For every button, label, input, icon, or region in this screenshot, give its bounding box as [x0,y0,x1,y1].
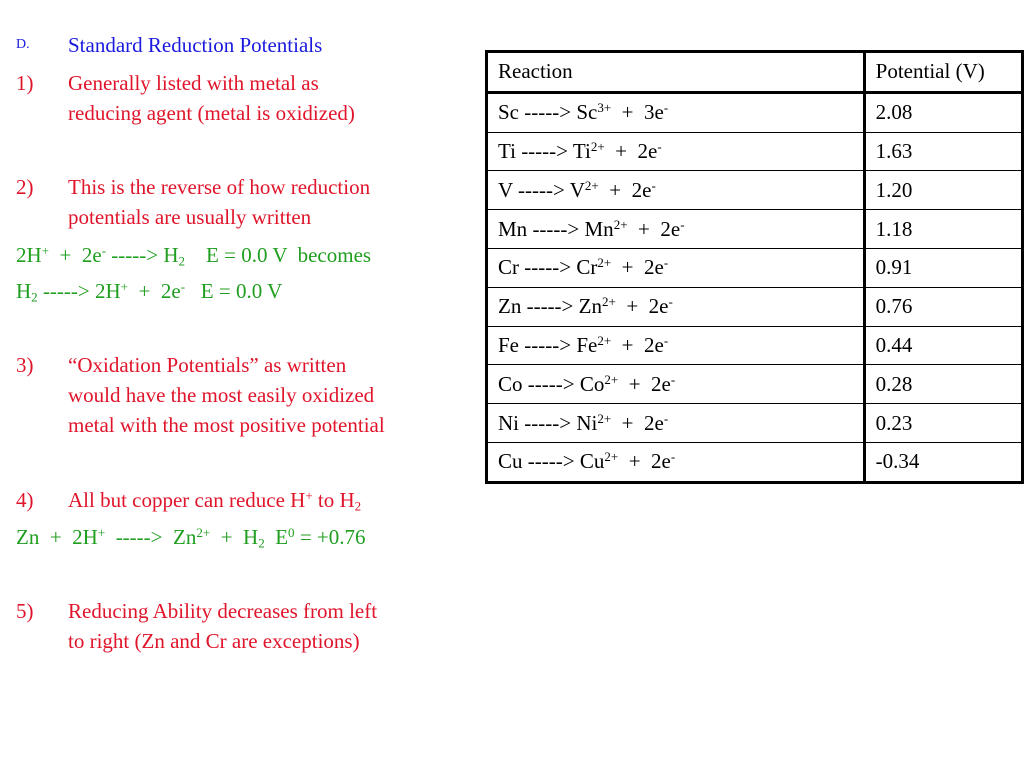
reaction-ion: Mn [584,216,614,241]
reaction-arrow: -----> [521,294,579,319]
eq1-part-a: 2H [16,243,42,267]
reaction-charge: 2+ [601,294,616,310]
section-title: Standard Reduction Potentials [68,33,323,57]
table-row [487,210,1023,249]
potential-cell: 1.63 [864,132,1022,171]
reaction-metal: Mn [498,216,528,241]
eq3-part-c: + H [210,525,259,549]
eq2-part-b: -----> 2H [37,279,121,303]
table-row [487,171,1023,210]
header-potential: Potential (V) [864,52,1022,93]
reaction-ion: Sc [576,100,598,125]
reaction-ion: Ti [572,138,591,163]
reaction-ion: Ni [576,410,598,435]
reaction-metal: Co [498,371,523,396]
section-marker: D. [16,37,30,52]
reaction-metal: Sc [498,100,519,125]
reaction-ion: Cu [579,449,605,474]
table-row [487,248,1023,287]
table-row [487,92,1023,132]
reaction-charge: 2+ [584,177,599,193]
eq1-sup-a: + [41,242,50,258]
reaction-cell [487,365,865,404]
eq2-part-a: H [16,279,32,303]
reaction-metal: Fe [498,332,519,357]
reaction-cell [487,248,865,287]
table-header-row [487,52,1023,93]
eq1-sub-c: 2 [178,253,186,269]
eq1-sup-b: - [101,242,107,258]
eq1-part-c: -----> H [106,243,179,267]
eq2-sup-c: - [180,278,186,294]
point-1-line-2: reducing agent (metal is oxidized) [68,101,355,125]
reaction-electrons: + 2e [618,449,671,474]
potential-cell: -0.34 [864,442,1022,482]
point-4-sup: + [305,487,313,503]
reaction-electrons: + 2e [598,177,652,202]
eq1-part-d: E = 0.0 V becomes [185,243,372,267]
reaction-charge: 2+ [597,255,612,271]
reaction-arrow: -----> [515,138,573,163]
reaction-cell [487,287,865,326]
reaction-arrow: -----> [512,177,570,202]
reaction-electrons: + 2e [627,216,681,241]
reaction-arrow: -----> [519,410,577,435]
table-body [487,52,1023,483]
reaction-electron-sign: - [663,255,669,271]
reaction-electrons: + 2e [611,332,664,357]
reaction-electron-sign: - [663,100,669,116]
equation-2 [16,276,282,306]
reaction-metal: Ti [498,138,516,163]
eq3-sub-c: 2 [258,535,265,551]
reaction-electron-sign: - [680,216,685,232]
reaction-charge: 2+ [597,410,612,426]
table-row [487,404,1023,443]
reaction-electron-sign: - [657,138,662,154]
reaction-electron-sign: - [668,294,673,310]
table-row [487,442,1023,482]
reaction-electron-sign: - [663,410,669,426]
reaction-cell [487,171,865,210]
reduction-potential-table [485,50,1024,484]
reaction-charge: 2+ [604,449,619,465]
table-row [487,287,1023,326]
point-4-text-b: to H [312,488,355,512]
eq3-part-a: Zn + 2H [16,525,98,549]
point-4-sub: 2 [354,498,362,514]
reaction-ion: Fe [576,332,598,357]
potential-cell: 1.18 [864,210,1022,249]
equation-1 [16,240,371,270]
eq3-sup-b: 2+ [196,524,211,540]
point-4-text-a: All but copper can reduce H [68,488,306,512]
reaction-arrow: -----> [519,255,577,280]
reaction-cell [487,92,865,132]
reaction-cell [487,210,865,249]
reaction-electrons: + 2e [611,255,664,280]
reaction-electron-sign: - [651,177,656,193]
reaction-charge: 2+ [604,371,619,387]
point-3-number: 3) [16,353,34,377]
potential-cell: 0.28 [864,365,1022,404]
point-5-number: 5) [16,599,34,623]
point-1-number: 1) [16,71,34,95]
reaction-arrow: -----> [519,332,577,357]
point-5-line-2: to right (Zn and Cr are exceptions) [68,629,360,653]
reaction-arrow: -----> [522,371,580,396]
potential-cell: 0.44 [864,326,1022,365]
point-4-number: 4) [16,488,34,512]
eq3-part-e: = +0.76 [294,525,366,549]
point-5-line-1: Reducing Ability decreases from left [68,599,378,623]
reaction-cell [487,132,865,171]
eq1-part-b: + 2e [49,243,102,267]
eq2-part-c: + 2e [128,279,181,303]
header-reaction: Reaction [487,52,865,93]
eq3-sup-d: 0 [288,524,295,540]
reaction-charge: 2+ [597,332,612,348]
reaction-metal: V [498,177,513,202]
point-2-line-2: potentials are usually written [68,205,312,229]
equation-3 [16,522,366,552]
reaction-ion: Zn [578,294,602,319]
reaction-electrons: + 2e [615,294,669,319]
reaction-electron-sign: - [663,332,669,348]
reaction-electron-sign: - [670,371,676,387]
reaction-metal: Ni [498,410,519,435]
point-1-line-1: Generally listed with metal as [68,71,319,95]
reaction-ion: V [569,177,585,202]
reaction-arrow: -----> [519,100,577,125]
reaction-electrons: + 2e [618,371,671,396]
reaction-charge: 2+ [590,138,605,154]
eq2-part-d: E = 0.0 V [185,279,283,303]
point-4-text [68,485,361,515]
table-row [487,132,1023,171]
eq3-part-d: E [264,525,289,549]
potential-cell: 0.76 [864,287,1022,326]
reaction-metal: Cr [498,255,519,280]
point-3-line-2: would have the most easily oxidized [68,383,375,407]
reaction-electrons: + 2e [604,138,658,163]
eq3-part-b: -----> Zn [105,525,197,549]
reaction-charge: 2+ [613,216,628,232]
point-2-line-1: This is the reverse of how reduction [68,175,371,199]
eq2-sup-b: + [120,278,129,294]
potential-cell: 0.91 [864,248,1022,287]
reaction-metal: Cu [498,449,523,474]
reaction-ion: Co [579,371,605,396]
reaction-arrow: -----> [527,216,585,241]
reaction-charge: 3+ [597,100,612,116]
reaction-electrons: + 3e [611,100,664,125]
reaction-metal: Zn [498,294,522,319]
potential-cell: 0.23 [864,404,1022,443]
point-3-line-1: “Oxidation Potentials” as written [68,353,347,377]
table-row [487,326,1023,365]
potential-cell: 2.08 [864,92,1022,132]
reaction-arrow: -----> [522,449,580,474]
reaction-ion: Cr [576,255,598,280]
reaction-cell [487,404,865,443]
reaction-cell [487,442,865,482]
potential-cell: 1.20 [864,171,1022,210]
reaction-electron-sign: - [670,449,676,465]
point-2-number: 2) [16,175,34,199]
point-3-line-3: metal with the most positive potential [68,413,385,437]
eq3-sup-a: + [97,524,106,540]
reaction-cell [487,326,865,365]
reaction-electrons: + 2e [611,410,664,435]
eq2-sub-a: 2 [31,289,38,305]
table-row [487,365,1023,404]
